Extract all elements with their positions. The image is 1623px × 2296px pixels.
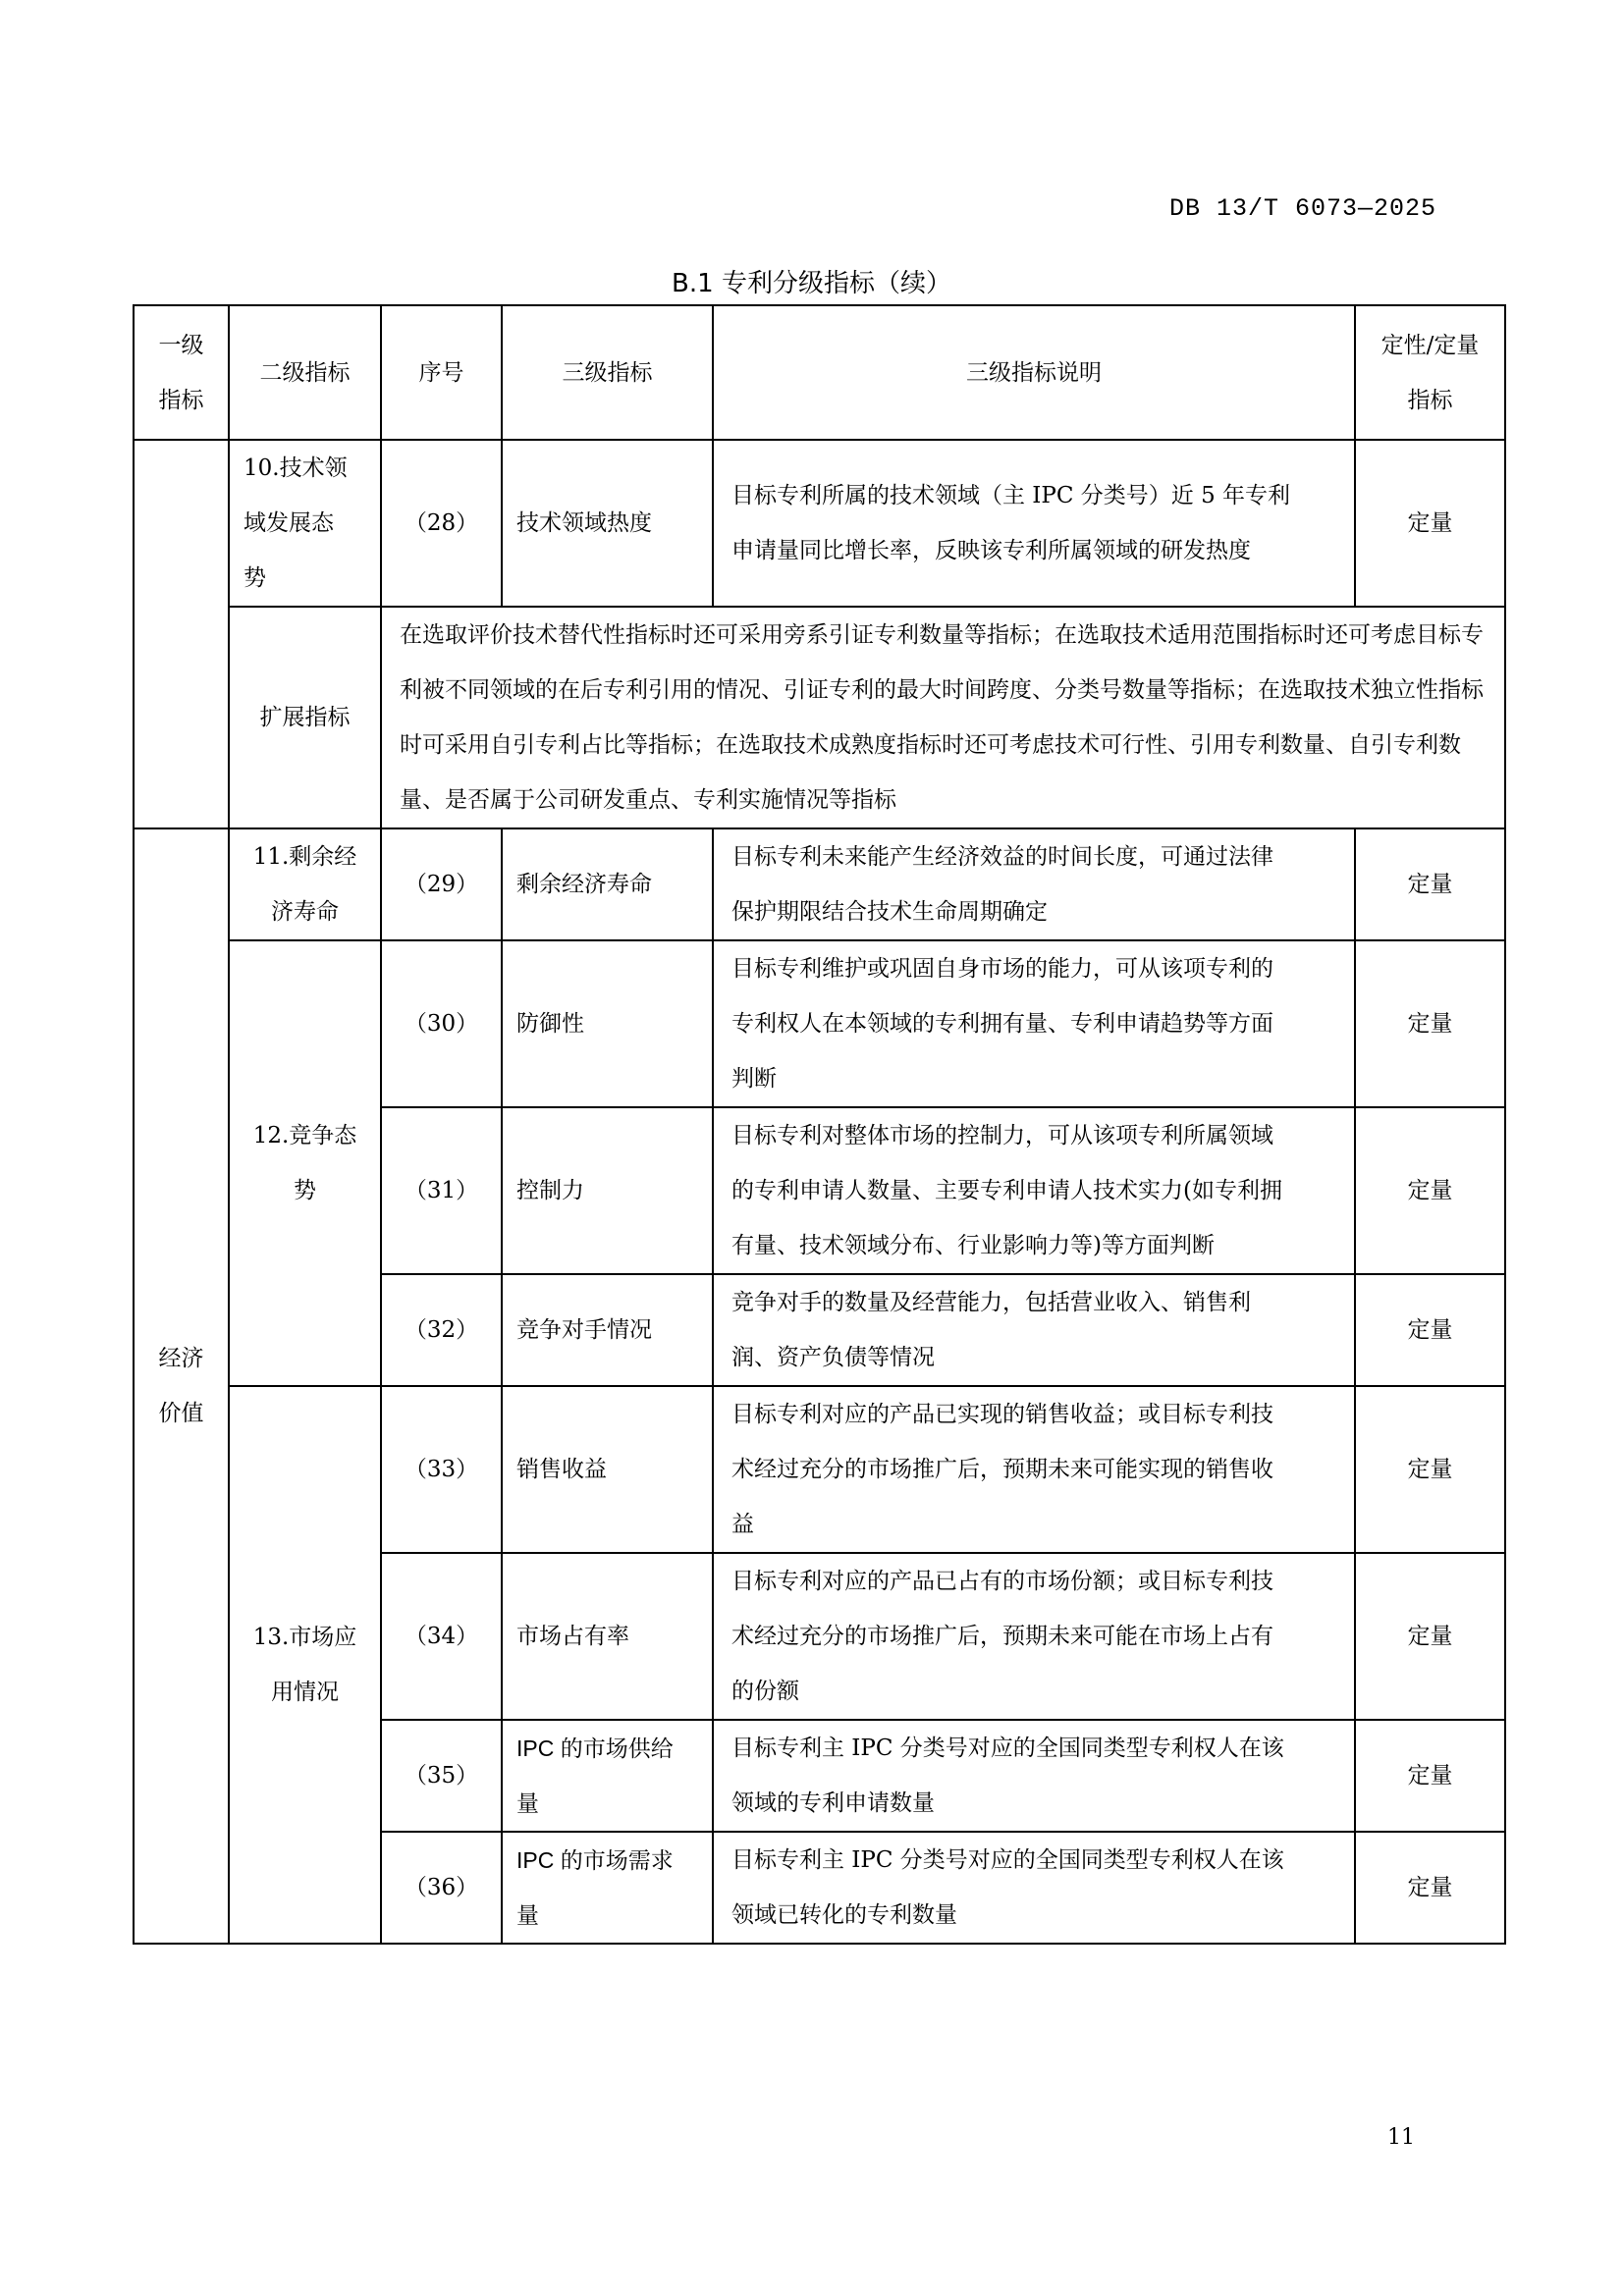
header-desc: 三级指标说明	[713, 305, 1355, 440]
level3-cell: 剩余经济寿命	[502, 828, 713, 940]
header-type: 定性/定量 指标	[1355, 305, 1505, 440]
level2-cell: 11.剩余经 济寿命	[229, 828, 381, 940]
desc-cell: 目标专利维护或巩固自身市场的能力，可从该项专利的 专利权人在本领域的专利拥有量、专利申请趋势等方面 判断	[713, 940, 1355, 1107]
header-level2: 二级指标	[229, 305, 381, 440]
level2-cell: 10.技术领 域发展态 势	[229, 440, 381, 607]
table-row	[134, 828, 1505, 940]
type-cell: 定量	[1355, 1553, 1505, 1720]
table-caption: B.1 专利分级指标（续）	[672, 269, 951, 298]
desc-cell: 目标专利主 IPC 分类号对应的全国同类型专利权人在该 领域的专利申请数量	[713, 1720, 1355, 1832]
extension-row	[134, 607, 1505, 828]
level3-cell: IPC 的市场需求 量	[502, 1832, 713, 1944]
seq-cell: （32）	[381, 1274, 502, 1386]
type-cell: 定量	[1355, 1274, 1505, 1386]
extension-label: 扩展指标	[229, 607, 381, 828]
level3-cell: 防御性	[502, 940, 713, 1107]
table-header-row	[134, 305, 1505, 440]
seq-cell: （35）	[381, 1720, 502, 1832]
seq-cell: （31）	[381, 1107, 502, 1274]
level3-cell: 控制力	[502, 1107, 713, 1274]
seq-cell: （36）	[381, 1832, 502, 1944]
level2-cell: 13.市场应 用情况	[229, 1386, 381, 1944]
header-level3: 三级指标	[502, 305, 713, 440]
seq-cell: （28）	[381, 440, 502, 607]
level3-cell: 销售收益	[502, 1386, 713, 1553]
desc-cell: 目标专利对整体市场的控制力，可从该项专利所属领域 的专利申请人数量、主要专利申请人技术实力(如专利拥 有量、技术领域分布、行业影响力等)等方面判断	[713, 1107, 1355, 1274]
table-row	[134, 940, 1505, 1107]
type-cell: 定量	[1355, 1832, 1505, 1944]
type-cell: 定量	[1355, 1107, 1505, 1274]
desc-cell: 目标专利未来能产生经济效益的时间长度，可通过法律 保护期限结合技术生命周期确定	[713, 828, 1355, 940]
desc-cell: 目标专利对应的产品已实现的销售收益；或目标专利技 术经过充分的市场推广后，预期未来可能实现的销售收 益	[713, 1386, 1355, 1553]
table-row	[134, 440, 1505, 607]
level3-cell: IPC 的市场供给 量	[502, 1720, 713, 1832]
desc-cell: 目标专利所属的技术领域（主 IPC 分类号）近 5 年专利 申请量同比增长率，反映该专利所属领域的研发热度	[713, 440, 1355, 607]
type-cell: 定量	[1355, 1386, 1505, 1553]
level1-economic-value: 经济 价值	[134, 828, 229, 1944]
type-cell: 定量	[1355, 940, 1505, 1107]
level3-cell: 技术领域热度	[502, 440, 713, 607]
type-cell: 定量	[1355, 440, 1505, 607]
page-number: 11	[1387, 2125, 1415, 2150]
header-level1: 一级 指标	[134, 305, 229, 440]
seq-cell: （33）	[381, 1386, 502, 1553]
header-seq: 序号	[381, 305, 502, 440]
type-cell: 定量	[1355, 828, 1505, 940]
patent-grading-table	[133, 304, 1506, 1945]
seq-cell: （30）	[381, 940, 502, 1107]
level1-empty-cell	[134, 440, 229, 828]
level3-cell: 竞争对手情况	[502, 1274, 713, 1386]
desc-cell: 竞争对手的数量及经营能力，包括营业收入、销售利 润、资产负债等情况	[713, 1274, 1355, 1386]
table-row	[134, 1386, 1505, 1553]
extension-text: 在选取评价技术替代性指标时还可采用旁系引证专利数量等指标；在选取技术适用范围指标时还可考虑目标专利被不同领域的在后专利引用的情况、引证专利的最大时间跨度、分类号数量等指标；在选取技术独立性指标时可采用自引专利占比等指标；在选取技术成熟度指标时还可考虑技术可行性、引用专利数量、自引专利数量、是否属于公司研发重点、专利实施情况等指标	[381, 607, 1505, 828]
seq-cell: （29）	[381, 828, 502, 940]
seq-cell: （34）	[381, 1553, 502, 1720]
type-cell: 定量	[1355, 1720, 1505, 1832]
desc-cell: 目标专利对应的产品已占有的市场份额；或目标专利技 术经过充分的市场推广后，预期未来可能在市场上占有 的份额	[713, 1553, 1355, 1720]
desc-cell: 目标专利主 IPC 分类号对应的全国同类型专利权人在该 领域已转化的专利数量	[713, 1832, 1355, 1944]
level2-cell: 12.竞争态 势	[229, 940, 381, 1386]
document-id: DB 13/T 6073—2025	[1168, 194, 1436, 223]
level3-cell: 市场占有率	[502, 1553, 713, 1720]
